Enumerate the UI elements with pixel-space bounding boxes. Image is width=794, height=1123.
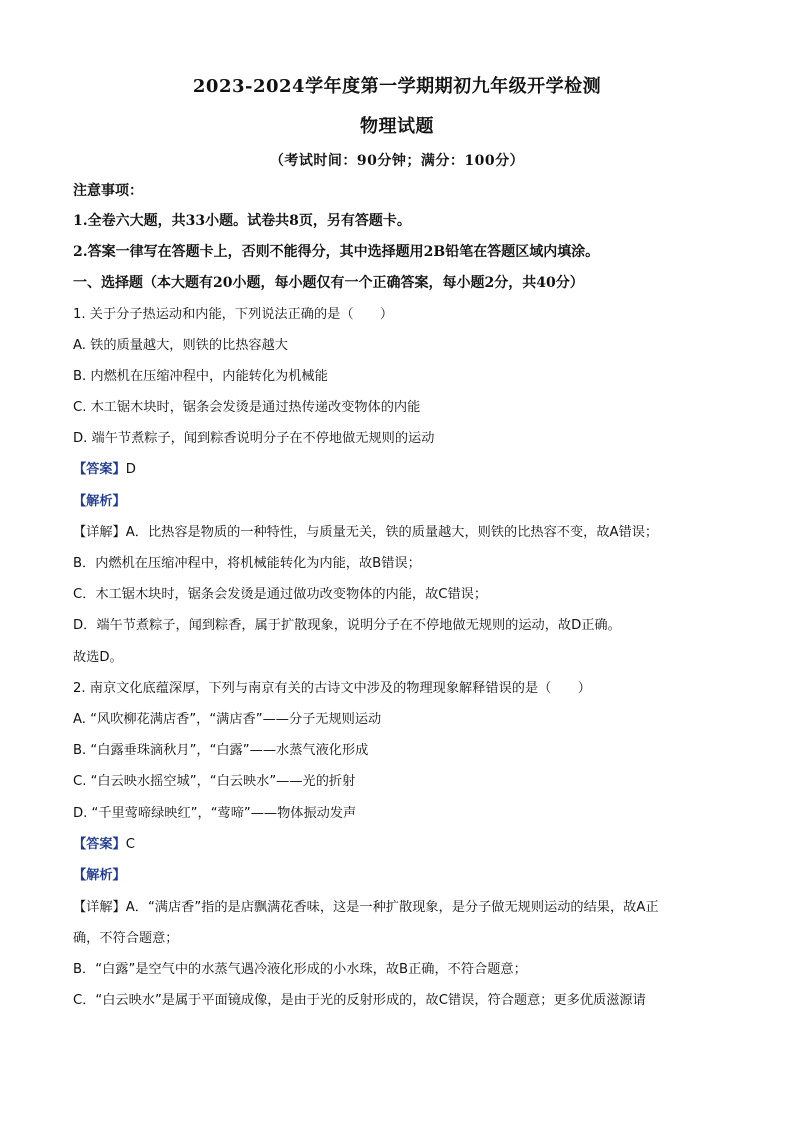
q1-detail-line-2: B．内燃机在压缩冲程中，将机械能转化为内能，故B错误； (73, 556, 421, 571)
note-item-1: 1.全卷六大题，共33小题。试卷共8页，另有答题卡。 (73, 213, 411, 229)
q2-detail-line-1: 【详解】A．“满店香”指的是店飘满花香味，这是一种扩散现象，是分子做无规则运动的结果，故A正 (73, 900, 659, 915)
q2-detail-line-4: C．“白云映水”是属于平面镜成像，是由于光的反射形成的，故C错误，符合题意；更多优质滋源请 (73, 993, 646, 1008)
answer-tag: 【答案】 (73, 837, 126, 852)
q2-option-a: A. “风吹柳花满店香”，“满店香”——分子无规则运动 (73, 712, 382, 727)
q2-option-d: D. “千里莺啼绿映红”，“莺啼”——物体振动发声 (73, 806, 357, 821)
q1-detail-line-5: 故选D。 (73, 650, 123, 665)
section-heading: 一、选择题（本大题有20小题，每小题仅有一个正确答案，每小题2分，共40分） (73, 275, 584, 291)
analysis-tag: 【解析】 (73, 868, 126, 883)
exam-title: 2023-2024学年度第一学期期初九年级开学检测 (192, 76, 602, 97)
q2-analysis (73, 867, 723, 885)
subject-title: 物理试题 (360, 116, 434, 137)
q1-stem: 1. 关于分子热运动和内能，下列说法正确的是（ ） (73, 307, 394, 322)
answer-value: C (125, 837, 135, 852)
q1-answer (73, 461, 723, 479)
q2-answer (73, 836, 723, 854)
q2-stem: 2. 南京文化底蕴深厚，下列与南京有关的古诗文中涉及的物理现象解释错误的是（ ） (73, 681, 591, 696)
q1-option-b: B. 内燃机在压缩冲程中，内能转化为机械能 (73, 369, 328, 384)
detail-tag: 【详解】 (73, 900, 126, 915)
note-item-2: 2.答案一律写在答题卡上，否则不能得分，其中选择题用2B铅笔在答题区域内填涂。 (73, 244, 600, 260)
q1-option-c: C. 木工锯木块时，锯条会发烫是通过热传递改变物体的内能 (73, 400, 421, 415)
analysis-tag: 【解析】 (73, 494, 126, 509)
q1-option-d: D. 端午节煮粽子，闻到粽香说明分子在不停地做无规则的运动 (73, 431, 435, 446)
detail-tag: 【详解】 (73, 525, 126, 540)
answer-value: D (125, 462, 136, 477)
answer-tag: 【答案】 (73, 462, 126, 477)
q2-detail-line-3: B．“白露”是空气中的水蒸气遇冷液化形成的小水珠，故B正确，不符合题意； (73, 962, 527, 977)
q2-detail-line-2: 确，不符合题意； (73, 931, 179, 946)
notes-heading: 注意事项： (73, 183, 143, 199)
q1-detail-line-1: 【详解】A．比热容是物质的一种特性，与质量无关，铁的质量越大，则铁的比热容不变，故A错误； (73, 525, 659, 540)
q1-option-a: A. 铁的质量越大，则铁的比热容越大 (73, 338, 288, 353)
q1-analysis (73, 493, 723, 511)
q1-detail-line-4: D．端午节煮粽子，闻到粽香，属于扩散现象，说明分子在不停地做无规则的运动，故D正确。 (73, 618, 621, 633)
exam-info: （考试时间：90分钟；满分：100分） (269, 153, 525, 169)
q1-detail-line-3: C．木工锯木块时，锯条会发烫是通过做功改变物体的内能，故C错误； (73, 587, 488, 602)
q2-option-b: B. “白露垂珠滴秋月”，“白露”——水蒸气液化形成 (73, 743, 369, 758)
q2-option-c: C. “白云映水摇空城”，“白云映水”——光的折射 (73, 774, 356, 789)
